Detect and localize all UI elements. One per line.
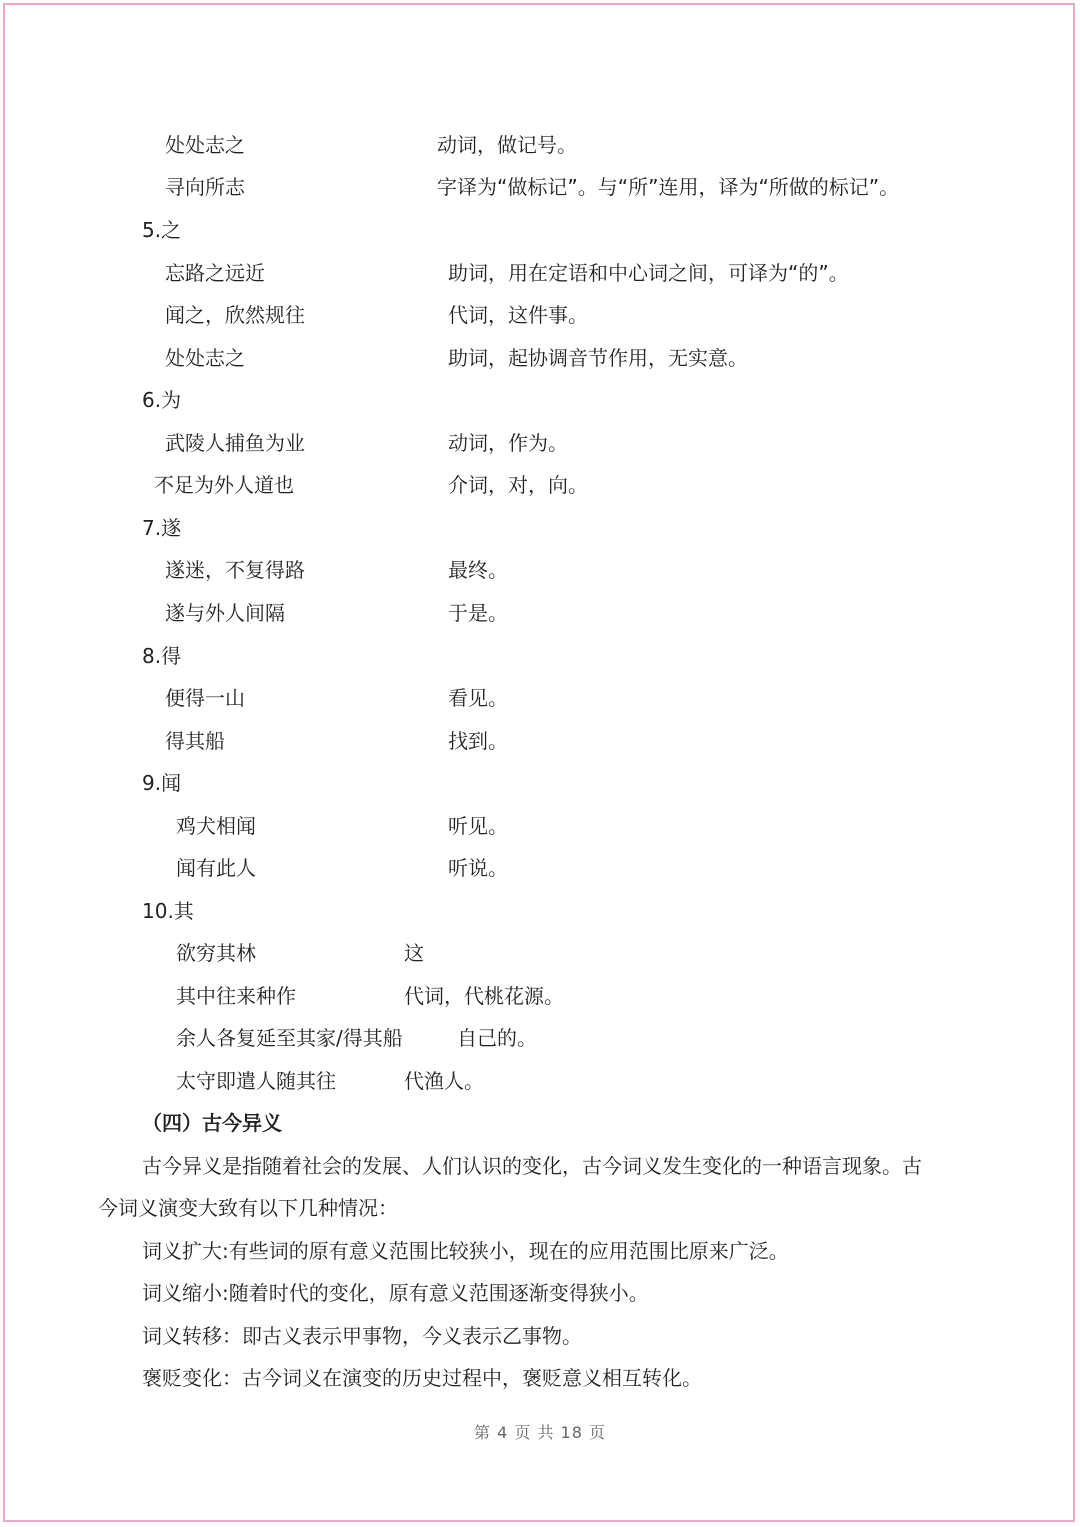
change-type-item: 词义缩小:随着时代的变化，原有意义范围逐渐变得狭小。	[142, 1281, 649, 1305]
example-term: 处处志之	[165, 133, 245, 157]
change-type-item: 词义转移：即古义表示甲事物，今义表示乙事物。	[142, 1324, 582, 1348]
change-type-item: 褒贬变化：古今词义在演变的历史过程中，褒贬意义相互转化。	[142, 1366, 702, 1390]
example-meaning: 介词，对，向。	[448, 473, 588, 497]
example-term: 寻向所志	[165, 175, 245, 199]
example-meaning: 助词，起协调音节作用，无实意。	[448, 346, 748, 370]
word-heading: 7.遂	[142, 516, 182, 540]
word-heading: 5.之	[142, 218, 182, 242]
example-term: 处处志之	[165, 346, 245, 370]
example-meaning: 代词，这件事。	[448, 303, 588, 327]
example-meaning: 动词，做记号。	[437, 133, 577, 157]
word-heading: 9.闻	[142, 771, 182, 795]
example-meaning: 自己的。	[457, 1026, 537, 1050]
intro-paragraph-line: 今词义演变大致有以下几种情况：	[98, 1196, 398, 1220]
example-meaning: 找到。	[448, 729, 508, 753]
example-meaning: 这	[404, 941, 424, 965]
example-term: 遂与外人间隔	[165, 601, 285, 625]
example-term: 鸡犬相闻	[176, 814, 256, 838]
example-term: 其中往来种作	[176, 984, 296, 1008]
example-term: 太守即遣人随其往	[176, 1069, 336, 1093]
example-term: 忘路之远近	[165, 261, 265, 285]
example-meaning: 最终。	[448, 558, 508, 582]
section-title: （四）古今异义	[142, 1111, 282, 1135]
example-term: 不足为外人道也	[154, 473, 294, 497]
example-term: 欲穷其林	[176, 941, 256, 965]
example-meaning: 助词，用在定语和中心词之间，可译为“的”。	[448, 261, 849, 285]
example-meaning: 动词，作为。	[448, 431, 568, 455]
change-type-item: 词义扩大:有些词的原有意义范围比较狭小，现在的应用范围比原来广泛。	[142, 1239, 789, 1263]
example-meaning: 看见。	[448, 686, 508, 710]
example-meaning: 听说。	[448, 856, 508, 880]
word-heading: 6.为	[142, 388, 182, 412]
word-heading: 8.得	[142, 644, 182, 668]
example-meaning: 于是。	[448, 601, 508, 625]
example-meaning: 听见。	[448, 814, 508, 838]
example-term: 遂迷，不复得路	[165, 558, 305, 582]
example-meaning: 代词，代桃花源。	[404, 984, 564, 1008]
example-term: 闻之，欣然规往	[165, 303, 305, 327]
example-term: 余人各复延至其家/得其船	[176, 1026, 403, 1050]
example-term: 武陵人捕鱼为业	[165, 431, 305, 455]
example-meaning: 代渔人。	[404, 1069, 484, 1093]
example-term: 闻有此人	[176, 856, 256, 880]
intro-paragraph-line: 古今异义是指随着社会的发展、人们认识的变化，古今词义发生变化的一种语言现象。古	[142, 1154, 922, 1178]
example-term: 便得一山	[165, 686, 245, 710]
page-number: 第 4 页 共 18 页	[474, 1423, 606, 1442]
example-term: 得其船	[165, 729, 225, 753]
example-meaning: 字译为“做标记”。与“所”连用，译为“所做的标记”。	[437, 175, 900, 199]
word-heading: 10.其	[142, 899, 194, 923]
